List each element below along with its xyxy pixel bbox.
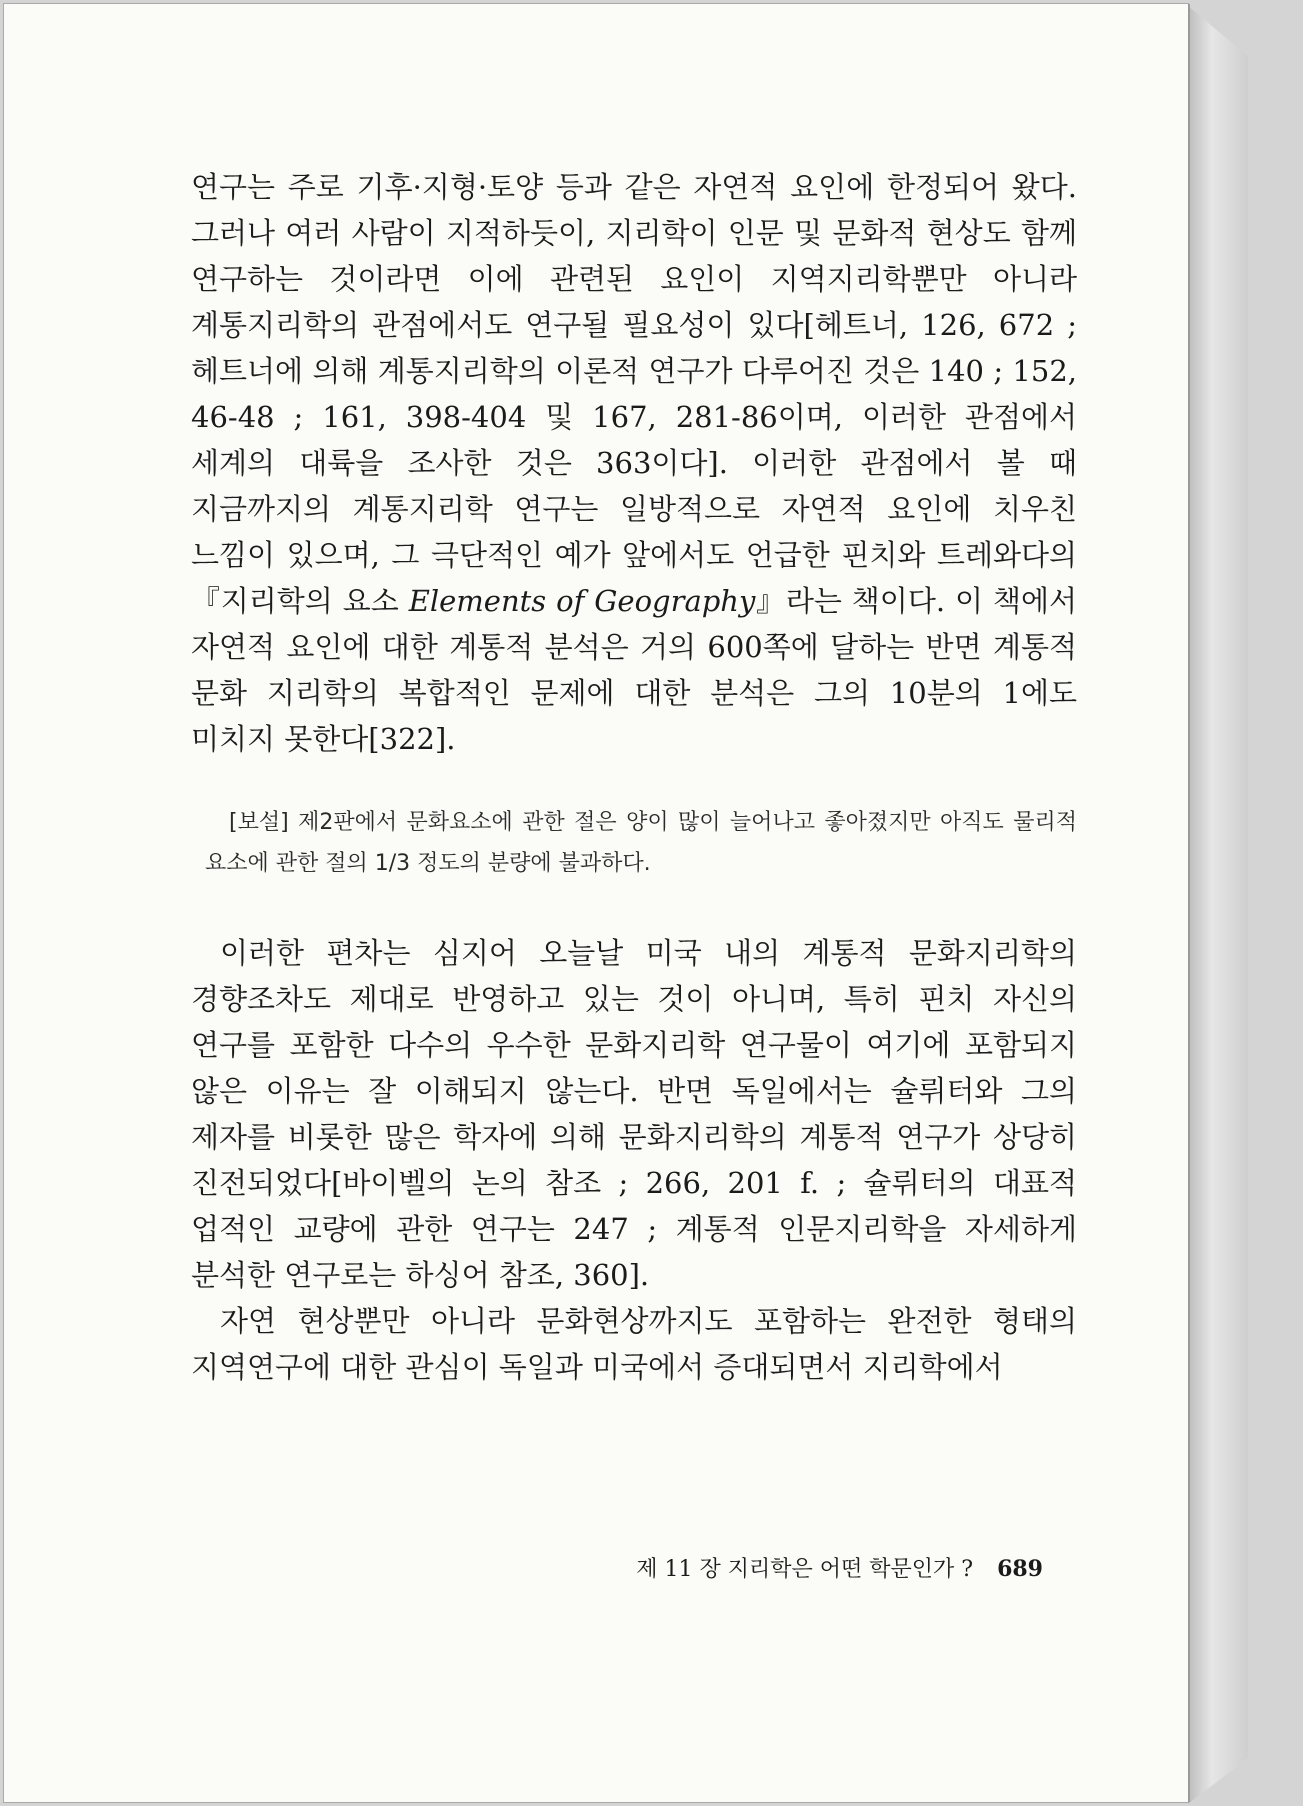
supplementary-note: [보설] 제2판에서 문화요소에 관한 절은 양이 많이 늘어나고 좋아졌지만 아직도 물리적 요소에 관한 절의 1/3 정도의 분량에 불과하다. <box>205 810 1077 876</box>
page-edge <box>1188 6 1248 1804</box>
book-page <box>4 4 1188 1802</box>
spacer <box>191 762 1077 802</box>
paragraph-text: 연구는 주로 기후·지형·토양 등과 같은 자연적 요인에 한정되어 왔다. 그러나 여러 사람이 지적하듯이, 지리학이 인문 및 문화적 현상도 함께 연구하는 것이라면 이에 관련된 요인이 지역지리학뿐만 아니라 계통지리학의 관점에서도 연구될 필요성이 있다[헤트너, 126, 672 ; 헤트너에 의해 계통지리학의 이론적 연구가 다루어진 것은 140 ; 152, 46-48 ; 161, 398-404 및 167, 281-86이며, 이러한 관점에서 세계의 대륙을 조사한 것은 363이다]. 이러한 관점에서 볼 때 지금까지의 계통지리학 연구는 일방적으로 자연적 요인에 치우친 느낌이 있으며, 그 극단적인 예가 앞에서도 언급한 핀치와 트레와다의『지리학의 요소 <box>191 170 1077 618</box>
chapter-title: 제 11 장 지리학은 어떤 학문인가 ? <box>636 1557 974 1582</box>
book-title-english: Elements of Geography <box>408 584 756 618</box>
paragraph-text-continued: 』라는 책이다. 이 책에서 자연적 요인에 대한 계통적 분석은 거의 600쪽에 달하는 반면 계통적 문화 지리학의 복합적인 문제에 대한 분석은 그의 10분의 1에도 미치지 못한다[322]. <box>191 584 1077 756</box>
body-paragraph: 자연 현상뿐만 아니라 문화현상까지도 포함하는 완전한 형태의 지역연구에 대한 관심이 독일과 미국에서 증대되면서 지리학에서 <box>191 1304 1077 1384</box>
page-number: 689 <box>997 1556 1043 1582</box>
spacer <box>191 884 1077 930</box>
page-body <box>191 164 1077 1390</box>
body-paragraph <box>191 164 1077 762</box>
running-footer <box>636 1552 1043 1583</box>
body-paragraph: 이러한 편차는 심지어 오늘날 미국 내의 계통적 문화지리학의 경향조차도 제대로 반영하고 있는 것이 아니며, 특히 핀치 자신의 연구를 포함한 다수의 우수한 문화지리학 연구물이 여기에 포함되지 않은 이유는 잘 이해되지 않는다. 반면 독일에서는 슐뤼터와 그의 제자를 비롯한 많은 학자에 의해 문화지리학의 계통적 연구가 상당히 진전되었다[바이벨의 논의 참조 ; 266, 201 f. ; 슐뤼터의 대표적 업적인 교량에 관한 연구는 247 ; 계통적 인문지리학을 자세하게 분석한 연구로는 하싱어 참조, 360]. <box>191 936 1077 1292</box>
